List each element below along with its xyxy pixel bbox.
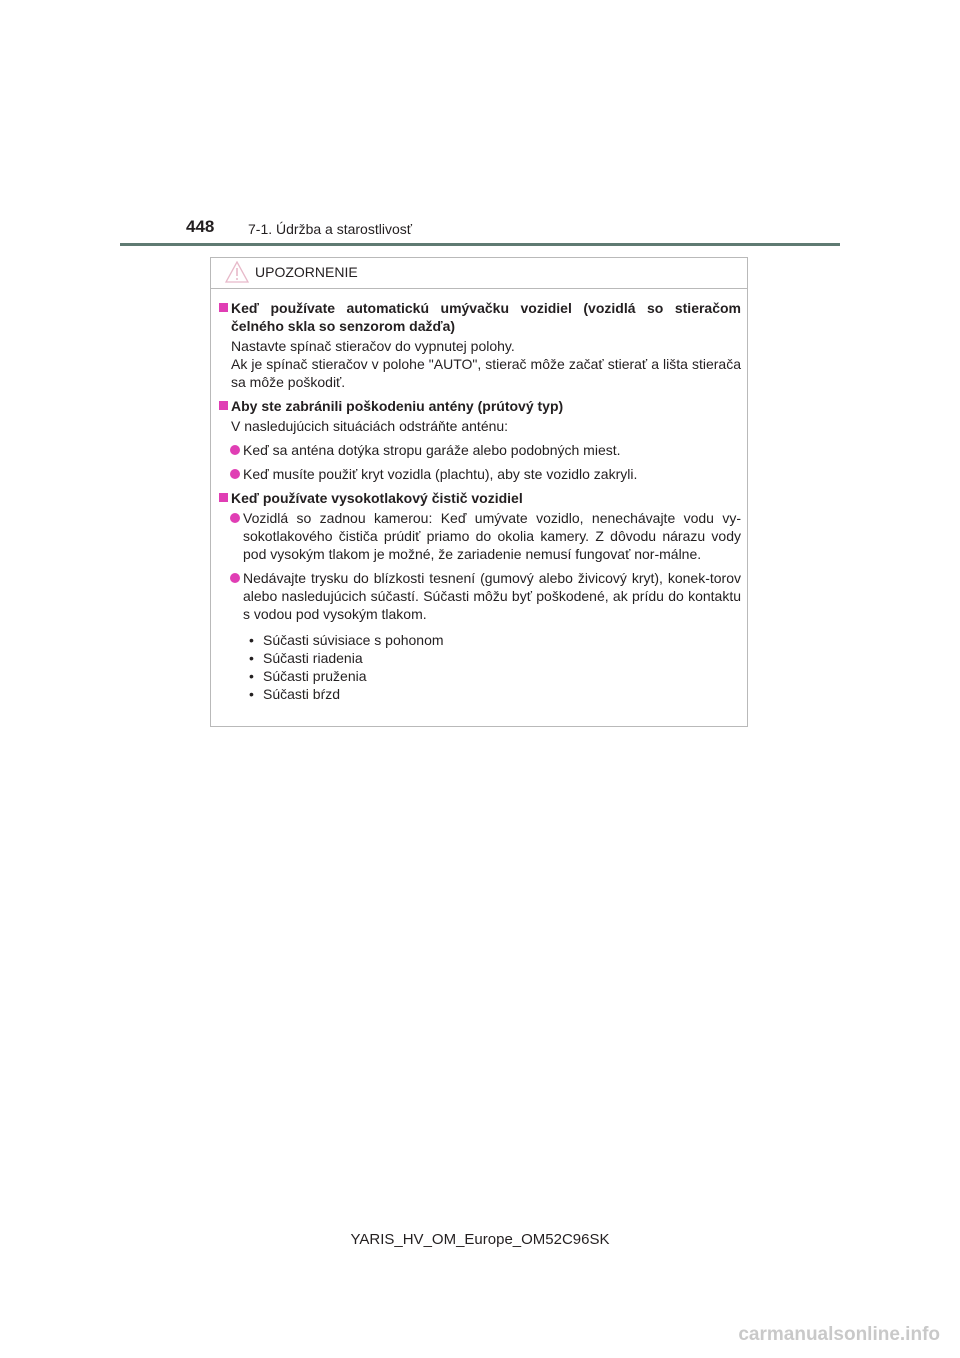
item-paragraph: Ak je spínač stieračov v polohe "AUTO", stierač môže začať stierať a lišta stierača sa môže poškodiť. xyxy=(231,356,741,390)
sub-list-item: • Súčasti bŕzd xyxy=(249,685,741,703)
warning-triangle-icon xyxy=(225,261,249,283)
dot-bullet-icon xyxy=(230,445,240,455)
sub-list-item: • Súčasti riadenia xyxy=(249,649,741,667)
list-item xyxy=(219,569,741,623)
warning-item xyxy=(219,299,741,391)
list-item-text: Nedávajte trysku do blízkosti tesnení (gumový alebo živicový kryt), konek-torov alebo nasledujúcich súčastí. Súčasti môžu byť poškodené, ak prídu do kontaktu s vodou pod vysokým tlakom. xyxy=(243,570,741,622)
document-code: YARIS_HV_OM_Europe_OM52C96SK xyxy=(350,1231,610,1248)
warning-item xyxy=(219,397,741,483)
list-item-text: Vozidlá so zadnou kamerou: Keď umývate vozidlo, nenechávajte vodu vy-sokotlakového čističa prúdiť priamo do okolia kamery. Z dôvodu nárazu vody pod vysokým tlakom je možné, že zariadenie nemusí fungovať nor-málne. xyxy=(243,510,741,562)
item-heading-text: Keď používate automatickú umývačku vozidiel (vozidlá so stieračom čelného skla so senzorom dažďa) xyxy=(231,300,741,334)
item-heading xyxy=(219,489,741,507)
header-rule xyxy=(120,243,840,246)
list-item-text: Keď sa anténa dotýka stropu garáže alebo podobných miest. xyxy=(243,442,621,458)
dot-bullet-icon xyxy=(230,573,240,583)
item-intro: V nasledujúcich situáciách odstráňte anténu: xyxy=(231,418,509,434)
square-bullet-icon xyxy=(219,401,228,410)
item-heading-text: Aby ste zabránili poškodeniu antény (prútový typ) xyxy=(231,398,564,414)
warning-title: UPOZORNENIE xyxy=(255,264,358,280)
item-paragraph: Nastavte spínač stieračov do vypnutej polohy. xyxy=(231,338,515,354)
item-heading xyxy=(219,299,741,335)
square-bullet-icon xyxy=(219,493,228,502)
warning-body xyxy=(211,289,747,703)
dot-bullet-icon xyxy=(230,469,240,479)
watermark: carmanualsonline.info xyxy=(738,1324,940,1345)
dot-bullet-icon xyxy=(230,513,240,523)
list-item-text: Keď musíte použiť kryt vozidla (plachtu), aby ste vozidlo zakryli. xyxy=(243,466,638,482)
list-item xyxy=(219,465,741,483)
section-title: 7-1. Údržba a starostlivosť xyxy=(248,221,412,237)
sub-list-item: • Súčasti pruženia xyxy=(249,667,741,685)
item-heading-text: Keď používate vysokotlakový čistič vozidiel xyxy=(231,490,523,506)
warning-item xyxy=(219,489,741,703)
list-item xyxy=(219,441,741,459)
item-heading xyxy=(219,397,741,415)
list-item xyxy=(219,509,741,563)
square-bullet-icon xyxy=(219,303,228,312)
page-number: 448 xyxy=(186,217,215,236)
sub-list xyxy=(219,631,741,703)
warning-header xyxy=(211,258,747,289)
warning-box xyxy=(210,257,748,727)
sub-list-item: • Súčasti súvisiace s pohonom xyxy=(249,631,741,649)
